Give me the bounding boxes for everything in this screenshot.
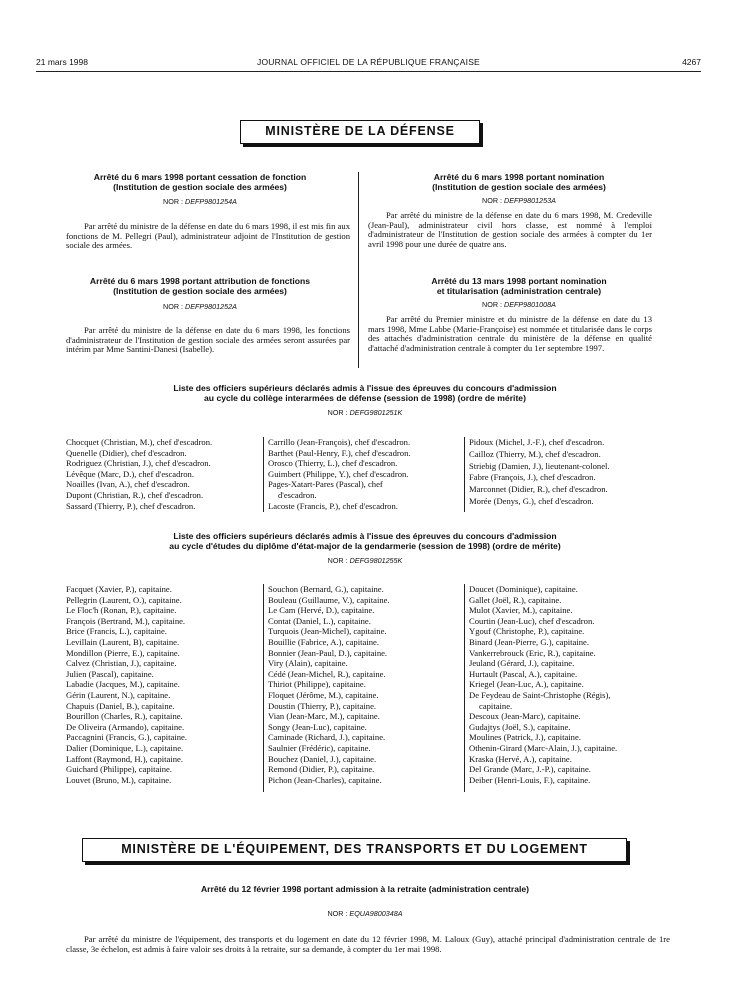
list-item: Rodriguez (Christian, J.), chef d'escadron. [66,458,211,469]
list-item: De Oliveira (Armando), capitaine. [66,721,185,732]
list-item: Hurtault (Pascal, A.), capitaine. [469,668,578,679]
officer-list-column-3 [469,584,674,785]
nor-label: NOR : [482,300,504,309]
list-item: Cédé (Jean-Michel, R.), capitaine. [268,668,386,679]
list-item: Labadie (Jacques, M.), capitaine. [66,679,180,690]
list-item: Pichon (Jean-Charles), capitaine. [268,774,382,785]
list-item: Lacoste (Francis, P.), chef d'escadron. [268,500,398,511]
list-title: Liste des officiers supérieurs déclarés admis à l'issue des épreuves du concours d'admission au cycle du collège interarmées de défense (session de 1998) (ordre de mérite) [173,383,557,403]
arrete-title: Arrêté du 6 mars 1998 portant attribution de fonctions (Institution de gestion sociale des armées) [89,276,311,296]
column-divider [358,172,359,368]
list-item: Guimbert (Philippe, Y.), chef d'escadron. [268,468,409,479]
list-item: Bouchez (Daniel, J.), capitaine. [268,753,377,764]
list-item: Doucet (Dominique), capitaine. [469,584,578,594]
list-item: Facquet (Xavier, P.), capitaine. [66,584,172,594]
ministry-equipment-heading: MINISTÈRE DE L'ÉQUIPEMENT, DES TRANSPORTS ET DU LOGEMENT [82,838,627,862]
arrete-title: Arrêté du 12 février 1998 portant admission à la retraite (administration centrale) [200,884,530,894]
list-item: Vankerrebrouck (Eric, R.), capitaine. [469,647,596,658]
nor-code: EQUA9800348A [349,909,403,918]
list-item: Pidoux (Michel, J.-F.), chef d'escadron. [469,437,605,447]
list-item: Binard (Jean-Pierre, G.), capitaine. [469,636,590,647]
nor-code: DEFG9801255K [349,556,403,565]
list-item: Moulines (Patrick, J.), capitaine. [469,732,581,743]
list-item: Pages-Xatart-Pares (Pascal), chef [268,479,383,490]
nor-label: NOR : [163,197,185,206]
list-item: Contat (Daniel, L.), capitaine. [268,615,371,626]
list-item: Le Cam (Hervé, D.), capitaine. [268,605,375,616]
list-item: Lévêque (Marc, D.), chef d'escadron. [66,468,195,479]
list-item: Turquois (Jean-Michel), capitaine. [268,626,387,637]
page-header [36,57,701,69]
list-item: Gudajtys (Joël, S.), capitaine. [469,721,571,732]
list-item: Brice (Francis, L.), capitaine. [66,626,167,637]
header-journal-title: JOURNAL OFFICIEL DE LA RÉPUBLIQUE FRANÇAISE [257,57,480,67]
list-item: François (Bertrand, M.), capitaine. [66,615,186,626]
list-item: Striebig (Damien, J.), lieutenant-colonel. [469,460,610,471]
nor-reference [368,300,670,309]
list-item: Bonnier (Jean-Paul, D.), capitaine. [268,647,388,658]
list-item: Floquet (Jérôme, M.), capitaine. [268,689,379,700]
list-item: Julien (Pascal), capitaine. [66,668,154,679]
list-item: Fabre (François, J.), chef d'escadron. [469,472,596,483]
officer-list-column-1 [66,437,260,511]
officer-list-column-1 [66,584,260,785]
list-item: Doustin (Thierry, P.), capitaine. [268,700,377,711]
list-item: capitaine. [479,700,513,711]
list-item: Levillain (Laurent, B), capitaine. [66,636,180,647]
list-item: Gallet (Joël, R.), capitaine. [469,594,562,605]
list-item: Marconnet (Didier, R.), chef d'escadron. [469,484,608,495]
list-item: Songy (Jean-Luc), capitaine. [268,721,367,732]
list-item: Paccagnini (Francis, G.), capitaine. [66,732,187,743]
arrete-text: Par arrêté du ministre de la défense en date du 6 mars 1998, M. Credeville (Jean-Paul), administrateur civil hors classe, est nommé à l'emploi d'administrateur de l'Institution de gestion sociale des armées à compter du 1er avril 1998 pour une durée de quatre ans. [368,210,652,249]
column-divider [464,584,465,792]
list-item: Mulot (Xavier, M.), capitaine. [469,605,573,616]
list-item: Carrillo (Jean-François), chef d'escadron. [268,437,411,447]
nor-code: DEFP9801253A [504,196,556,205]
arrete-title: Arrêté du 6 mars 1998 portant nomination (Institution de gestion sociale des armées) [432,172,606,192]
nor-reference [60,556,670,565]
list-item: Quenelle (Didier), chef d'escadron. [66,447,187,458]
nor-label: NOR : [327,556,350,565]
nor-reference [60,408,670,417]
list-item: Laffont (Raymond, H.), capitaine. [66,753,184,764]
arrete-title: Arrêté du 13 mars 1998 portant nomination et titularisation (administration centrale) [431,276,607,296]
nor-label: NOR : [327,909,350,918]
list-item: Chocquet (Christian, M.), chef d'escadron. [66,437,213,447]
list-item: Thiriot (Philippe), capitaine. [268,679,366,690]
list-item: Bourillon (Charles, R.), capitaine. [66,711,183,722]
list-item: Souchon (Bernard, G.), capitaine. [268,584,384,594]
list-item: Jeuland (Gérard, J.), capitaine. [469,658,575,669]
list-item: Caminade (Richard, J.), capitaine. [268,732,386,743]
list-item: Vian (Jean-Marc, M.), capitaine. [268,711,380,722]
list-item: Sassard (Thierry, P.), chef d'escadron. [66,500,196,511]
ministry-defense-heading: MINISTÈRE DE LA DÉFENSE [240,120,480,144]
arrete-text: Par arrêté du Premier ministre et du ministre de la défense en date du 13 mars 1998, Mme Labbe (Marie-Françoise) est nommée et titularisée dans le corps des attachés d'administration centrale du ministère de la défense en qualité d'attaché d'administration centrale à compter du 1er septembre 1997. [368,314,652,353]
list-item: Dupont (Christian, R.), chef d'escadron. [66,489,204,500]
list-title: Liste des officiers supérieurs déclarés admis à l'issue des épreuves du concours d'admission au cycle d'études du diplôme d'état-major de la gendarmerie (session de 1998) (ordre de mérite) [169,531,561,551]
officer-list-column-2 [268,437,463,511]
list-item: Kraska (Hervé, A.), capitaine. [469,753,572,764]
officer-list-column-3 [469,437,669,508]
list-item: Bouleau (Guillaume, V.), capitaine. [268,594,390,605]
list-item: Ygouf (Christophe, P.), capitaine. [469,626,585,637]
nor-reference [50,302,350,311]
list-item: Morée (Denys, G.), chef d'escadron. [469,495,594,506]
nor-label: NOR : [163,302,185,311]
list-item: Courtin (Jean-Luc), chef d'escadron. [469,615,595,626]
nor-label: NOR : [482,196,504,205]
officer-list-column-2 [268,584,463,785]
nor-code: DEFP9801254A [185,197,237,206]
column-divider [464,437,465,512]
list-item: Descoux (Jean-Marc), capitaine. [469,711,581,722]
list-item: Deiber (Henri-Louis, F.), capitaine. [469,774,591,785]
nor-reference [50,197,350,206]
list-item: De Feydeau de Saint-Christophe (Régis), [469,689,611,700]
list-item: Othenin-Girard (Marc-Alain, J.), capitaine. [469,742,618,753]
list-item: Mondillon (Pierre, E.), capitaine. [66,647,180,658]
arrete-text: Par arrêté du ministre de l'équipement, des transports et du logement en date du 12 février 1998, M. Laloux (Guy), attaché principal d'administration centrale de 1re classe, 3e échelon, est admis à faire valoir ses droits à la retraite, sur sa demande, à compter du 1er mai 1998. [66,934,670,954]
list-item: Kriegel (Jean-Luc, A.), capitaine. [469,679,584,690]
nor-reference [60,909,670,918]
column-divider [263,437,264,512]
list-item: Bouillie (Fabrice, A.), capitaine. [268,636,379,647]
list-item: Gérin (Laurent, N.), capitaine. [66,689,171,700]
nor-code: DEFP9801252A [185,302,237,311]
list-item: Saulnier (Frédéric), capitaine. [268,742,371,753]
nor-reference [368,196,670,205]
list-item: Louvet (Bruno, M.), capitaine. [66,774,172,785]
list-item: Remond (Didier, P.), capitaine. [268,764,375,775]
list-item: Cailloz (Thierry, M.), chef d'escadron. [469,448,601,459]
list-item: Calvez (Christian, J.), capitaine. [66,658,177,669]
list-item: Guichard (Philippe), capitaine. [66,764,172,775]
list-item: Dalier (Dominique, L.), capitaine. [66,742,184,753]
list-item: d'escadron. [278,489,317,500]
list-item: Chapuis (Daniel, B.), capitaine. [66,700,175,711]
list-item: Orosco (Thierry, L.), chef d'escadron. [268,458,398,469]
arrete-text: Par arrêté du ministre de la défense en date du 6 mars 1998, il est mis fin aux fonctions de M. Pellegri (Paul), administrateur adjoint de l'Institution de gestion sociale des armées. [66,221,350,251]
column-divider [263,584,264,792]
list-item: Del Grande (Marc, J.-P.), capitaine. [469,764,591,775]
list-item: Le Floc'h (Ronan, P.), capitaine. [66,605,177,616]
nor-code: DEFG9801251K [349,408,403,417]
header-date: 21 mars 1998 [36,57,88,67]
list-item: Pellegrin (Laurent, O.), capitaine. [66,594,182,605]
header-page-number: 4267 [682,57,701,67]
arrete-title: Arrêté du 6 mars 1998 portant cessation de fonction (Institution de gestion sociale des armées) [93,172,307,192]
nor-code: DEFP9801008A [504,300,556,309]
list-item: Viry (Alain), capitaine. [268,658,348,669]
header-rule [36,71,701,72]
arrete-text: Par arrêté du ministre de la défense en date du 6 mars 1998, les fonctions d'administrateur de l'Institution de gestion sociale des armées seront assurées par intérim par Mme Santini-Danesi (Isabelle). [66,325,350,355]
list-item: Barthet (Paul-Henry, F.), chef d'escadron. [268,447,411,458]
nor-label: NOR : [327,408,350,417]
list-item: Noailles (Ivan, A.), chef d'escadron. [66,479,190,490]
